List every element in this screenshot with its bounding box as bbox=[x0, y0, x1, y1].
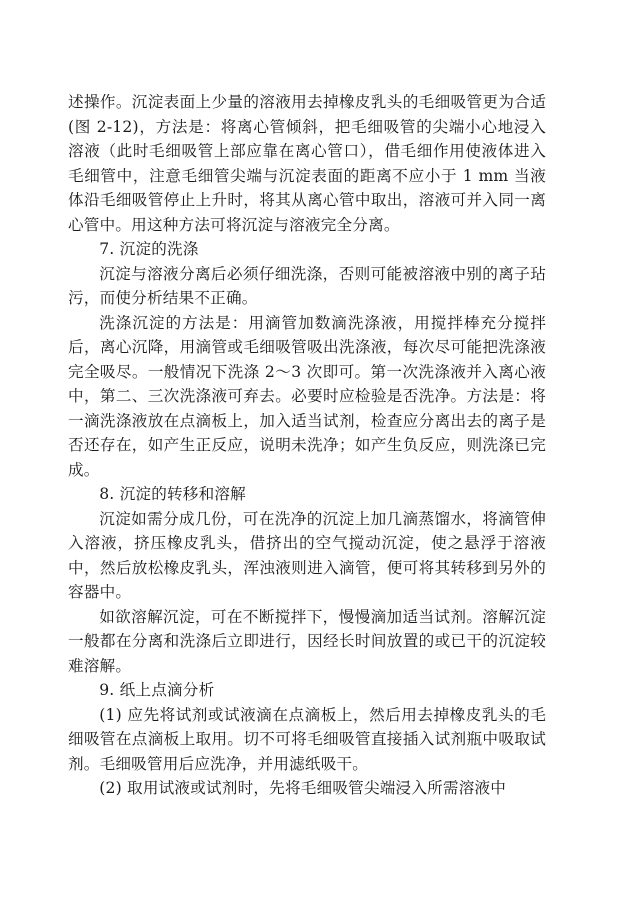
section-heading-8: 8. 沉淀的转移和溶解 bbox=[99, 485, 246, 503]
section-heading-7: 7. 沉淀的洗涤 bbox=[99, 240, 199, 258]
list-item-2: (2) 取用试液或试剂时，先将毛细吸管尖端浸入所需溶液中 bbox=[99, 779, 507, 797]
list-item-1: (1) 应先将试剂或试液滴在点滴板上，然后用去掉橡皮乳头的毛细吸管在点滴板上取用。切不可将毛细吸管直接插入试剂瓶中吸取试剂。毛细吸管用后应洗净，并用滤纸吸干。 bbox=[68, 705, 546, 773]
section-heading-9: 9. 纸上点滴分析 bbox=[99, 681, 215, 699]
paragraph: 沉淀如需分成几份，可在洗净的沉淀上加几滴蒸馏水，将滴管伸入溶液，挤压橡皮乳头，借挤出的空气搅动沉淀，使之悬浮于溶液中，然后放松橡皮乳头，浑浊液则进入滴管，便可将其转移到另外的容器中。 bbox=[68, 509, 546, 601]
paragraph-continued: 述操作。沉淀表面上少量的溶液用去掉橡皮乳头的毛细吸管更为合适(图 2-12)，方法是：将离心管倾斜，把毛细吸管的尖端小心地浸入溶液（此时毛细吸管上部应靠在离心管口），借毛细作用使液体进入毛细管中，注意毛细管尖端与沉淀表面的距离不应小于 1 mm 当液体沿毛细吸管停止上升时，将其从离心管中取出，溶液可并入同一离心管中。用这种方法可将沉淀与溶液完全分离。 bbox=[68, 93, 546, 234]
paragraph: 沉淀与溶液分离后必须仔细洗涤，否则可能被溶液中别的离子玷污，而使分析结果不正确。 bbox=[68, 264, 546, 307]
page-content bbox=[68, 90, 546, 801]
paragraph: 洗涤沉淀的方法是：用滴管加数滴洗涤液，用搅拌棒充分搅拌后，离心沉降，用滴管或毛细吸管吸出洗涤液，每次尽可能把洗涤液完全吸尽。一般情况下洗涤 2～3 次即可。第一次洗涤液并入离心液中，第二、三次洗涤液可弃去。必要时应检验是否洗净。方法是：将一滴洗涤液放在点滴板上，加入适当试剂，检查应分离出去的离子是否还存在，如产生正反应，说明未洗净；如产生负反应，则洗涤已完成。 bbox=[68, 313, 546, 479]
paragraph: 如欲溶解沉淀，可在不断搅拌下，慢慢滴加适当试剂。溶解沉淀一般都在分离和洗涤后立即进行，因经长时间放置的或已干的沉淀较难溶解。 bbox=[68, 607, 546, 675]
